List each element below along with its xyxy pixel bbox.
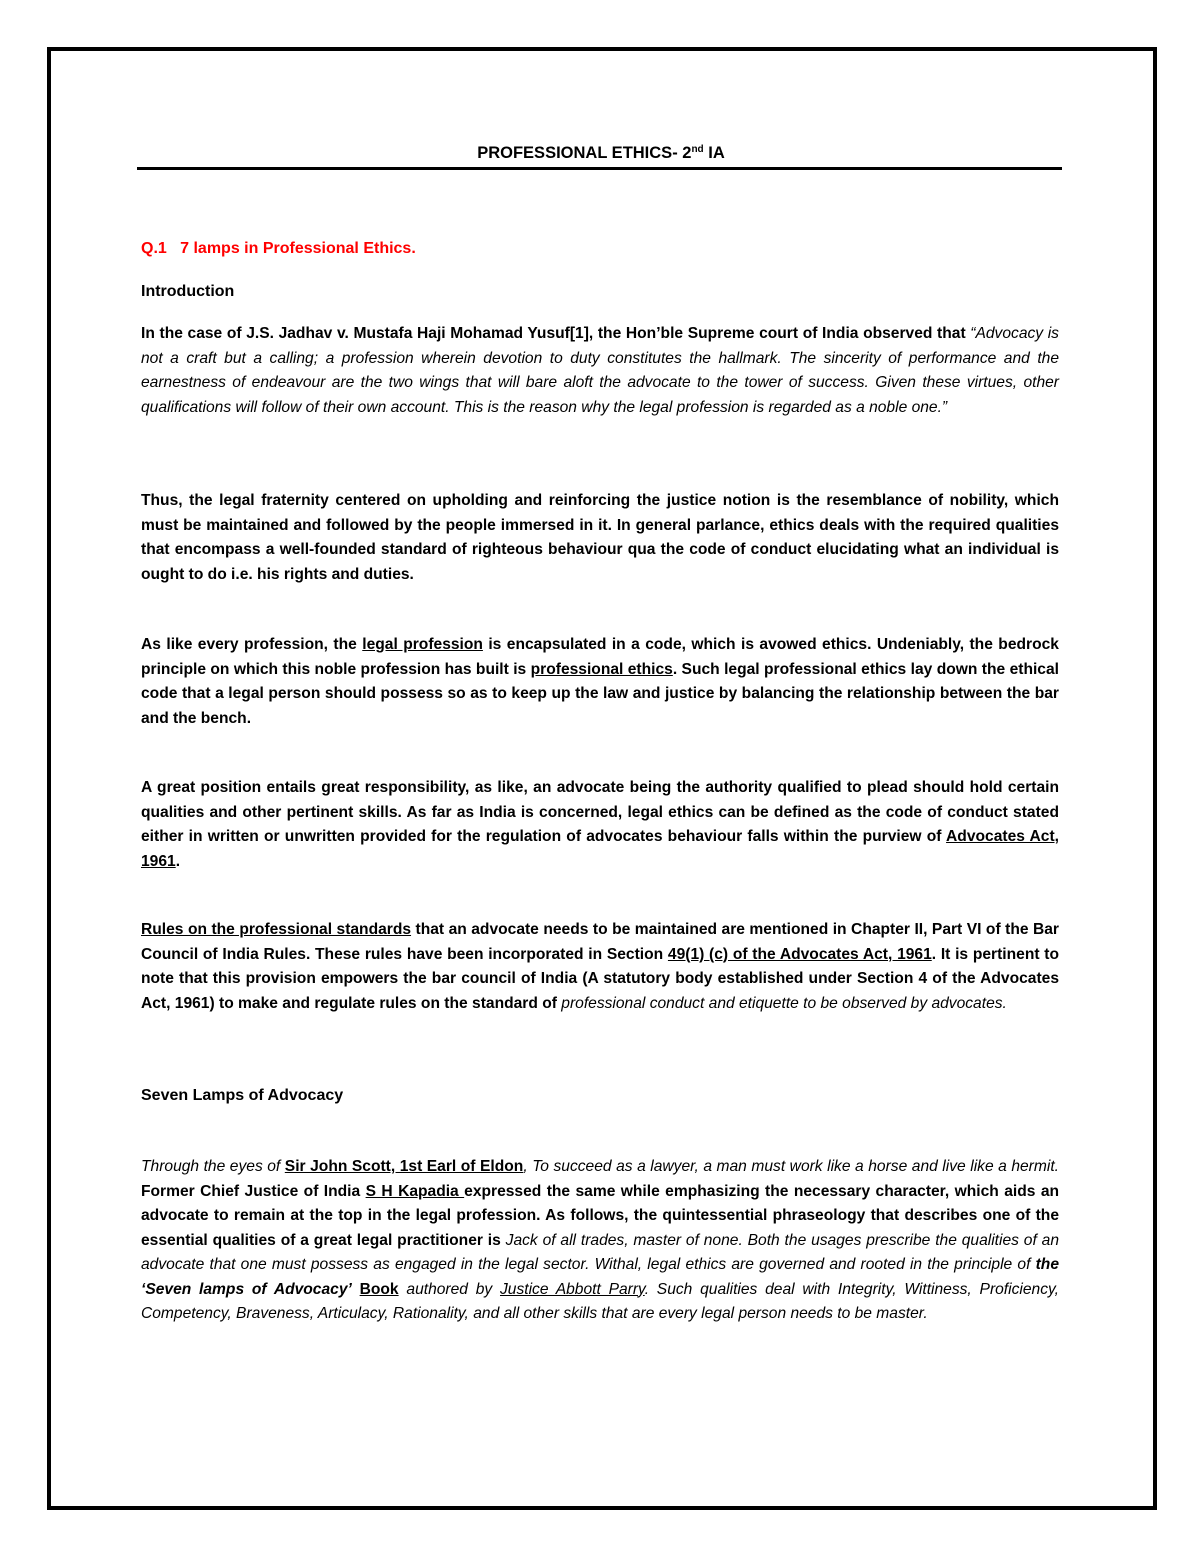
question-heading (141, 238, 416, 260)
title-tail: IA (703, 144, 725, 162)
link-sh-kapadia[interactable]: S H Kapadia (365, 1182, 465, 1200)
paragraph-legal-profession: As like every profession, the legal profession is encapsulated in a code, which is avowed ethics. Undeniably, the bedrock principle on which this noble profession has built is professional ethics. Such legal professional ethics lay down the ethical code that a legal person should possess so as to keep up the law and justice by balancing the relationship between the bar and the bench. (141, 636, 1059, 727)
paragraph-case-quote (141, 322, 1059, 420)
question-text: 7 lamps in Professional Ethics. (180, 240, 416, 257)
case-citation-text: In the case of J.S. Jadhav v. Mustafa Haji Mohamad Yusuf[1], the Hon’ble Supreme court of India observed that (141, 325, 971, 342)
title-main: PROFESSIONAL ETHICS- 2 (477, 144, 692, 162)
link-justice-abbott-parry[interactable]: Justice Abbott Parry (499, 1280, 645, 1298)
link-advocates-act[interactable]: Advocates Act, 1961 (141, 828, 1059, 870)
header-rule (137, 167, 1062, 170)
paragraph-professional-standards: Rules on the professional standards that an advocate needs to be maintained are mentioned in Chapter II, Part VI of the Bar Council of India Rules. These rules have been incorporated in Section 49(1) (c) of the Advocates Act, 1961. It is pertinent to note that this provision empowers the bar council of India (A statutory body established under Section 4 of the Advocates Act, 1961) to make and regulate rules on the standard of professional conduct and etiquette to be observed by advocates. (141, 921, 1059, 1012)
link-professional-ethics[interactable]: professional ethics (530, 660, 673, 678)
link-book[interactable]: Book (359, 1280, 399, 1298)
link-rules-professional-standards[interactable]: Rules on the professional standards (141, 921, 412, 938)
paragraph-legal-fraternity: Thus, the legal fraternity centered on upholding and reinforcing the justice notion is the resemblance of nobility, which must be maintained and followed by the people immersed in it. In general parlance, ethics deals with the required qualities that encompass a well-founded standard of righteous behaviour qua the code of conduct elucidating what an individual is ought to do i.e. his rights and duties. (141, 492, 1059, 583)
supreme-court-quote: “Advocacy is not a craft but a calling; a profession wherein devotion to duty constitutes the hallmark. The sincerity of performance and the earnestness of endeavour are the two wings that will bare aloft the advocate to the tower of success. Given these virtues, other qualifications will follow of their own account. This is the reason why the legal profession is regarded as a noble one.” (141, 325, 1059, 416)
seven-lamps-heading: Seven Lamps of Advocacy (141, 1087, 344, 1104)
link-section-49[interactable]: 49(1) (c) of the Advocates Act, 1961 (667, 945, 932, 963)
paragraph-seven-lamps: Through the eyes of Sir John Scott, 1st Earl of Eldon, To succeed as a lawyer, a man must work like a horse and live like a hermit. Former Chief Justice of India S H Kapadia expressed the same while emphasizing the necessary character, which aids an advocate to remain at the top in the legal profession. As follows, the quintessential phraseology that describes one of the essential qualities of a great legal practitioner is Jack of all trades, master of none. Both the usages prescribe the qualities of an advocate that one must possess as engaged in the legal sector. Withal, legal ethics are governed and rooted in the principle of the ‘Seven lamps of Advocacy’ Book authored by Justice Abbott Parry. Such qualities deal with Integrity, Wittiness, Proficiency, Competency, Braveness, Articulacy, Rationality, and all other skills that are every legal person needs to be master. (141, 1158, 1060, 1322)
title-superscript: nd (691, 144, 704, 155)
link-legal-profession[interactable]: legal profession (362, 636, 483, 653)
paragraph-great-position: A great position entails great responsibility, as like, an advocate being the authority qualified to plead should hold certain qualities and other pertinent skills. As far as India is concerned, legal ethics can be defined as the code of conduct stated either in written or unwritten provided for the regulation of advocates behaviour falls within the purview of Advocates Act, 1961. (141, 779, 1059, 870)
link-sir-john-scott[interactable]: Sir John Scott, 1st Earl of Eldon (284, 1158, 524, 1175)
question-number: Q.1 (141, 240, 167, 257)
introduction-heading: Introduction (141, 283, 235, 300)
page-title (141, 142, 1061, 164)
